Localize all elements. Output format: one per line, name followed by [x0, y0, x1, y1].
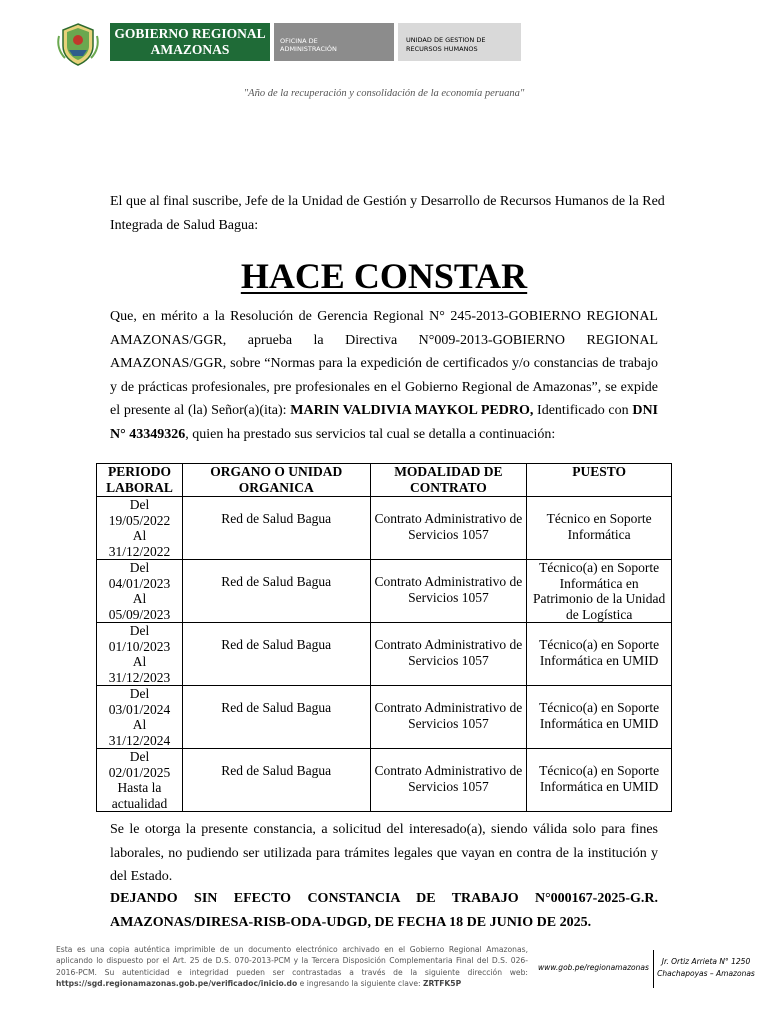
- unit-line1: UNIDAD DE GESTION DE: [406, 36, 486, 44]
- closing-paragraph: Se le otorga la presente constancia, a solicitud del interesado(a), siendo válida solo para fines laborales, no pudiendo ser utilizada para trámites legales que vayan en contra de la institución y del Estado.: [110, 822, 658, 885]
- period-end: 31/12/2023: [108, 669, 171, 685]
- period-from-label: Del: [129, 623, 150, 638]
- header-position: PUESTO: [527, 464, 672, 497]
- period-to-label: Al: [132, 528, 147, 543]
- org-name-block: [110, 23, 270, 61]
- employee-dni: DNI N° 43349326: [110, 403, 658, 442]
- period-end: 31/12/2024: [108, 732, 171, 748]
- organ-cell: Red de Salud Bagua: [182, 560, 370, 623]
- unit-line2: RECURSOS HUMANOS: [406, 45, 478, 53]
- period-from-label: Del: [129, 749, 150, 764]
- header-period: PERIODO LABORAL: [97, 464, 183, 497]
- body-text-2: Identificado con: [533, 403, 633, 419]
- period-start: 03/01/2024: [108, 701, 171, 717]
- work-history-table: [96, 463, 672, 812]
- org-name-line2: AMAZONAS: [150, 42, 230, 57]
- employee-name: MARIN VALDIVIA MAYKOL PEDRO,: [290, 403, 534, 419]
- period-end: 05/09/2023: [108, 606, 171, 622]
- unit-block: [398, 23, 521, 61]
- annulment-notice: DEJANDO SIN EFECTO CONSTANCIA DE TRABAJO N°000167-2025-G.R. AMAZONAS/DIRESA-RISB-ODA-UDGD, DE FECHA 18 DE JUNIO DE 2025.: [110, 891, 658, 930]
- body-text-3: , quien ha prestado sus servicios tal cual se detalla a continuación:: [185, 426, 556, 442]
- period-start: 02/01/2025: [108, 764, 171, 780]
- table-header-row: [97, 464, 672, 497]
- period-start: 04/01/2023: [108, 575, 171, 591]
- modality-cell: Contrato Administrativo de Servicios 1057: [370, 623, 527, 686]
- office-line2: ADMINISTRACIÓN: [280, 45, 337, 53]
- period-from-label: Del: [129, 560, 150, 575]
- period-cell: [97, 560, 183, 623]
- period-end: actualidad: [111, 795, 168, 811]
- body-text-1: Que, en mérito a la Resolución de Gerencia Regional N° 245-2013-GOBIERNO REGIONAL AMAZONAS/GGR, aprueba la Directiva N°009-2013-GOBIERNO REGIONAL AMAZONAS/GGR, sobre “Normas para la expedición de certificados y/o constancias de trabajo y de prácticas profesionales, pre profesionales en el Gobierno Regional de Amazonas”, se expide el presente al (la) Señor(a)(ita):: [110, 309, 658, 419]
- position-cell: Técnico(a) en Soporte Informática en UMID: [527, 749, 672, 812]
- org-name-line1: GOBIERNO REGIONAL: [114, 26, 266, 41]
- table-row: [97, 560, 672, 623]
- table-row: [97, 686, 672, 749]
- footer-divider: [653, 950, 654, 988]
- intro-paragraph: El que al final suscribe, Jefe de la Unidad de Gestión y Desarrollo de Recursos Humanos de la Red Integrada de Salud Bagua:: [110, 194, 665, 233]
- website-link[interactable]: www.gob.pe/regionamazonas: [538, 963, 649, 972]
- authenticity-text: Esta es una copia auténtica imprimible de un documento electrónico archivado en el Gobierno Regional Amazonas, aplicando lo dispuesto por el Art. 25 de D.S. 070-2013-PCM y la Tercera Disposición Complementaria Final del D.S. 026-2016-PCM. Su autenticidad e integridad pueden ser contrastadas a través de la siguiente dirección web:: [56, 945, 528, 977]
- period-start: 01/10/2023: [108, 638, 171, 654]
- address-line1: Jr. Ortiz Arrieta N° 1250: [661, 957, 751, 966]
- position-cell: Técnico(a) en Soporte Informática en UMID: [527, 686, 672, 749]
- header-modality: MODALIDAD DE CONTRATO: [370, 464, 527, 497]
- position-cell: Técnico(a) en Soporte Informática en Patrimonio de la Unidad de Logística: [527, 560, 672, 623]
- period-from-label: Del: [129, 686, 150, 701]
- period-to-label: Hasta la: [117, 780, 162, 795]
- table-row: [97, 497, 672, 560]
- modality-cell: Contrato Administrativo de Servicios 1057: [370, 749, 527, 812]
- period-start: 19/05/2022: [108, 512, 171, 528]
- regional-crest-icon: [57, 22, 99, 66]
- position-cell: Técnico(a) en Soporte Informática en UMID: [527, 623, 672, 686]
- modality-cell: Contrato Administrativo de Servicios 1057: [370, 497, 527, 560]
- period-cell: [97, 686, 183, 749]
- office-block: [274, 23, 394, 61]
- position-cell: Técnico en Soporte Informática: [527, 497, 672, 560]
- authenticity-text-2: e ingresando la siguiente clave:: [297, 978, 424, 988]
- period-to-label: Al: [132, 654, 147, 669]
- header-organ: ORGANO O UNIDAD ORGANICA: [182, 464, 370, 497]
- body-paragraph: [110, 305, 658, 447]
- organ-cell: Red de Salud Bagua: [182, 497, 370, 560]
- period-cell: [97, 497, 183, 560]
- authenticity-note: [56, 944, 528, 989]
- year-motto: "Año de la recuperación y consolidación de la economía peruana": [243, 88, 525, 99]
- modality-cell: Contrato Administrativo de Servicios 1057: [370, 686, 527, 749]
- period-to-label: Al: [132, 717, 147, 732]
- modality-cell: Contrato Administrativo de Servicios 1057: [370, 560, 527, 623]
- period-from-label: Del: [129, 497, 150, 512]
- period-cell: [97, 623, 183, 686]
- period-to-label: Al: [132, 591, 147, 606]
- verification-code: ZRTFK5P: [423, 978, 462, 988]
- verify-link[interactable]: https://sgd.regionamazonas.gob.pe/verificadoc/inicio.do: [56, 978, 298, 988]
- document-title: [0, 254, 768, 298]
- office-line1: OFICINA DE: [280, 37, 318, 45]
- organ-cell: Red de Salud Bagua: [182, 749, 370, 812]
- address-line2: Chachapoyas – Amazonas: [657, 969, 755, 978]
- table-row: [97, 623, 672, 686]
- document-title-text: HACE CONSTAR: [240, 256, 528, 296]
- table-row: [97, 749, 672, 812]
- organ-cell: Red de Salud Bagua: [182, 686, 370, 749]
- footer-address: [656, 956, 756, 980]
- period-cell: [97, 749, 183, 812]
- organ-cell: Red de Salud Bagua: [182, 623, 370, 686]
- period-end: 31/12/2022: [108, 543, 171, 559]
